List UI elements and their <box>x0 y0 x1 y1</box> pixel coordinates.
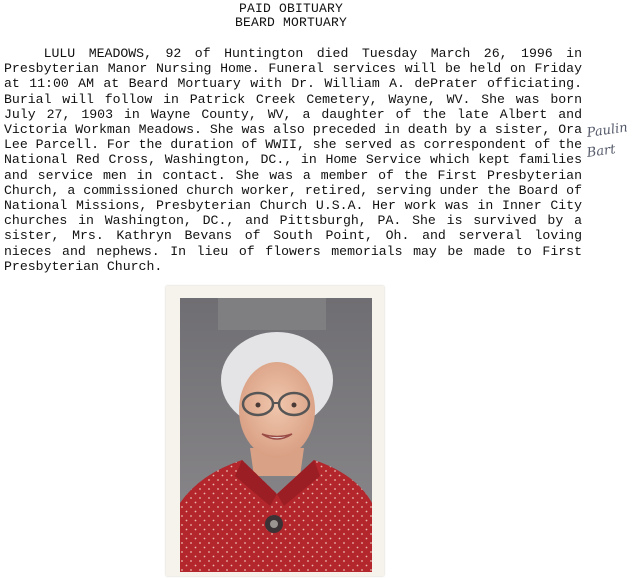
handwritten-margin-note <box>585 120 640 174</box>
handwritten-line-2: Bart <box>585 142 617 161</box>
header-mortuary-name: BEARD MORTUARY <box>234 15 348 30</box>
obituary-header <box>0 2 582 30</box>
handwritten-line-1: Paulin <box>585 120 629 141</box>
obituary-body <box>4 46 582 274</box>
header-title: PAID OBITUARY <box>238 1 344 16</box>
obituary-paragraph: LULU MEADOWS, 92 of Huntington died Tuesday March 26, 1996 in Presbyterian Manor Nursing Home. Funeral services will be held on Friday at 11:00 AM at Beard Mortuary with Dr. William A. dePrater officiating. Burial will follow in Patrick Creek Cemetery, Wayne, WV. She was born July 27, 1903 in Wayne County, WV, a daughter of the late Albert and Victoria Workman Meadows. She was also preceded in death by a sister, Ora Lee Parcell. For the duration of WWII, she served as correspondent of the National Red Cross, Washington, DC., in Home Service which kept families and service men in contact. She was a member of the First Presbyterian Church, a commissioned church worker, retired, serving under the Board of National Missions, Presbyterian Church U.S.A. Her work was in Inner City churches in Washington, DC., and Pittsburgh, PA. She is survived by a sister, Mrs. Kathryn Bevans of South Point, Oh. and serveral loving nieces and nephews. In lieu of flowers memorials may be made to First Presbyterian Church. <box>4 46 582 274</box>
portrait-image <box>180 298 372 572</box>
portrait-photo <box>180 298 372 572</box>
